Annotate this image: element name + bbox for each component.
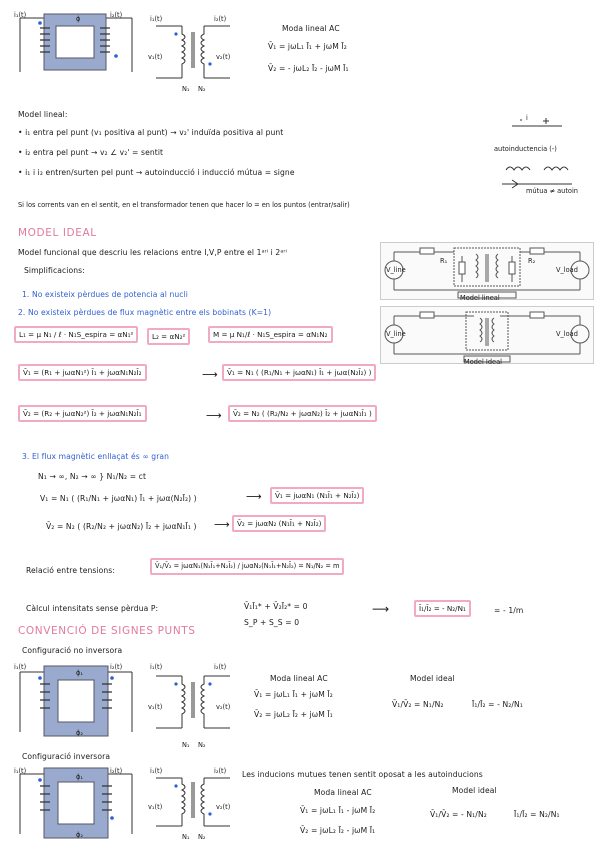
arrow-3: ⟶: [246, 490, 262, 503]
inv-label-i2: i₂(t): [110, 767, 123, 775]
ni-label-i1-b: i₁(t): [150, 663, 163, 671]
schem2-vload: V_load: [556, 330, 578, 338]
eq-v2b: V̄₂ = N₂ ( (R₂/N₂ + jωαN₂) Ī₂ + jωαN₁Ī₁ ): [228, 405, 377, 422]
label-n1: N₁: [182, 85, 190, 93]
schem-vload: V_load: [556, 266, 578, 274]
limit-condition: N₁ → ∞, N₂ → ∞ } N₁/N₂ = ct: [38, 472, 147, 481]
eq-v1a: V̄₁ = (R₁ + jωαN₁²) Ī₁ + jωαN₁N₂Ī₂: [18, 364, 147, 381]
simp-3: 3. El flux magnètic enllaçat és ∞ gran: [22, 452, 170, 461]
label-i2: i₂(t): [110, 11, 123, 19]
non-inverting-label: Configuració no inversora: [22, 646, 123, 655]
simp-1: 1. No existeix pèrdues de potencia al nucli: [22, 290, 189, 299]
eq-v2a: V̄₂ = (R₂ + jωαN₂²) Ī₂ + jωαN₁N₂Ī₁: [18, 405, 147, 422]
ni-ac-title: Moda lineal AC: [270, 674, 328, 683]
ni-ideal-r1: V̄₁/V̄₂ = N₁/N₂: [392, 700, 444, 709]
box-l2: L₂ = αN₂²: [147, 328, 190, 345]
schem-r2: R₂: [528, 257, 536, 265]
inv-ideal-r2: Ī₁/Ī₂ = N₂/N₁: [514, 810, 560, 819]
inv-eq2: V̄₂ = jωL₂ Ī₂ - jωM Ī₁: [300, 826, 376, 835]
ni-ideal-title: Model ideal: [410, 674, 455, 683]
ni-label-i2: i₂(t): [110, 663, 123, 671]
calc-eq2: S_P + S_S = 0: [244, 618, 300, 627]
inv-label-phi1: ϕ₁: [76, 773, 83, 781]
label-i1: i₁(t): [14, 11, 27, 19]
label-phi: ϕ: [76, 15, 81, 23]
model-ideal-heading: MODEL IDEAL: [18, 227, 97, 239]
top-eq1: V̄₁ = jωL₁ Ī₁ + jωM Ī₂: [268, 42, 347, 51]
inv-ac-title: Moda lineal AC: [314, 788, 372, 797]
inv-ideal-title: Model ideal: [452, 786, 497, 795]
schem2-model: Model Ideal: [464, 358, 502, 366]
inv-label-i1: i₁(t): [14, 767, 27, 775]
calc-result: Ī₁/Ī₂ = - N₂/N₁: [414, 600, 471, 617]
lim-v2b: V̄₂ = jωαN₂ (N₁Ī₁ + N₂Ī₂): [232, 515, 326, 532]
ni-eq2: V̄₂ = jωL₂ Ī₂ + jωM Ī₁: [254, 710, 333, 719]
inv-label-v2: v₂(t): [216, 803, 231, 811]
inv-label-phi2: ϕ₂: [76, 831, 83, 839]
inv-ideal-r1: V̄₁/V̄₂ = - N₁/N₂: [430, 810, 487, 819]
ni-label-n2: N₂: [198, 741, 206, 749]
lim-v1a: V₁ = N₁ ( (R₁/N₁ + jωαN₁) Ī₁ + jωα(N₂Ī₂) ): [40, 494, 197, 503]
top-eq2: V̄₂ = - jωL₂ Ī₂ - jωM Ī₁: [268, 64, 349, 73]
ni-label-v1: v₁(t): [148, 703, 163, 711]
calc-m: = - 1/m: [494, 606, 524, 615]
ni-eq1: V̄₁ = jωL₁ Ī₁ + jωM Ī₂: [254, 690, 333, 699]
inv-label-v1: v₁(t): [148, 803, 163, 811]
inductance-i: i: [526, 114, 528, 122]
model-lineal-b2: • i₂ entra pel punt → v₂ ∠ v₂' = sentit: [18, 148, 164, 157]
model-lineal-b3: • i₁ i i₂ entren/surten pel punt → autoinducció i inducció mútua = signe: [18, 168, 295, 177]
lim-v2a: V̄₂ = N₂ ( (R₂/N₂ + jωαN₂) Ī₂ + jωαN₁Ī₁ ): [46, 522, 197, 531]
lim-v1b: V̄₁ = jωαN₁ (N₁Ī₁ + N₂Ī₂): [270, 487, 364, 504]
label-i1-b: i₁(t): [150, 15, 163, 23]
simplifications-label: Simplificacions:: [24, 266, 85, 275]
ni-label-v2: v₂(t): [216, 703, 231, 711]
label-i2-b: i₂(t): [214, 15, 227, 23]
relation-eq: V̄₁/V̄₂ = jωαN₁(N₁Ī₁+N₂Ī₂) / jωαN₂(N₁Ī₁+N₂Ī₂) = N₁/N₂ = m: [150, 558, 344, 575]
label-v1: v₁(t): [148, 53, 163, 61]
inv-eq1: V̄₁ = jωL₁ Ī₁ - jωM Ī₂: [300, 806, 376, 815]
mutual-label: mútua ≠ autoin: [526, 187, 578, 195]
model-lineal-heading: Model lineal:: [18, 110, 68, 119]
ni-label-phi2: ϕ₂: [76, 729, 83, 737]
box-l1: L₁ = μ N₁ / ℓ · N₁S_espira = αN₁²: [14, 326, 138, 343]
inv-label-n1: N₁: [182, 833, 190, 841]
ni-ideal-r2: Ī₁/Ī₂ = - N₂/N₁: [472, 700, 523, 709]
schem-r1: R₁: [440, 257, 448, 265]
ni-label-i1: i₁(t): [14, 663, 27, 671]
relation-label: Relació entre tensions:: [26, 566, 116, 575]
arrow-5: ⟶: [372, 602, 390, 616]
ni-label-phi1: ϕ₁: [76, 669, 83, 677]
top-ac-title: Moda lineal AC: [282, 24, 340, 33]
ni-label-n1: N₁: [182, 741, 190, 749]
inverting-label: Configuració inversora: [22, 752, 111, 761]
ni-label-i2-b: i₂(t): [214, 663, 227, 671]
schem-model: Model lineal: [460, 294, 500, 302]
label-v2: v₂(t): [216, 53, 231, 61]
model-ideal-intro: Model funcional que descriu les relacions entre I,V,P entre el 1ᵃʳⁱ i 2ᵃʳⁱ: [18, 248, 287, 257]
inv-label-n2: N₂: [198, 833, 206, 841]
inv-label-i2-b: i₂(t): [214, 767, 227, 775]
calc-label: Càlcul intensitats sense pèrdua P:: [26, 604, 159, 613]
model-lineal-b1: • i₁ entra pel punt (v₁ positiva al punt) → v₂' induïda positiva al punt: [18, 128, 284, 137]
arrow-4: ⟶: [214, 518, 230, 531]
schem2-vin: V_line: [386, 330, 406, 338]
inv-label-i1-b: i₁(t): [150, 767, 163, 775]
arrow-1: ⟶: [202, 368, 218, 381]
convencio-heading: CONVENCIÓ DE SIGNES PUNTS: [18, 625, 196, 637]
eq-v1b: V̄₁ = N₁ ( (R₁/N₁ + jωαN₁) Ī₁ + jωα(N₂Ī₂) ): [222, 364, 376, 381]
calc-eq1: V̄₁Ī₁* + V̄₂Ī₂* = 0: [244, 602, 308, 611]
simp-2: 2. No existeix pèrdues de flux magnètic entre els bobinats (K=1): [18, 308, 272, 317]
label-n2: N₂: [198, 85, 206, 93]
model-lineal-note: Si los corrents van en el sentit, en el transformador tenen que hacer lo = en los puntos (entrar/salir): [18, 201, 350, 209]
autoinductance-label: autoinductencia (-): [494, 145, 557, 153]
arrow-2: ⟶: [206, 409, 222, 422]
inv-note: Les inducions mutues tenen sentit oposat a les autoinducions: [242, 770, 483, 779]
box-m: M = μ N₁/ℓ · N₁S_espira = αN₁N₂: [208, 326, 333, 343]
schem-vin: V_line: [386, 266, 406, 274]
